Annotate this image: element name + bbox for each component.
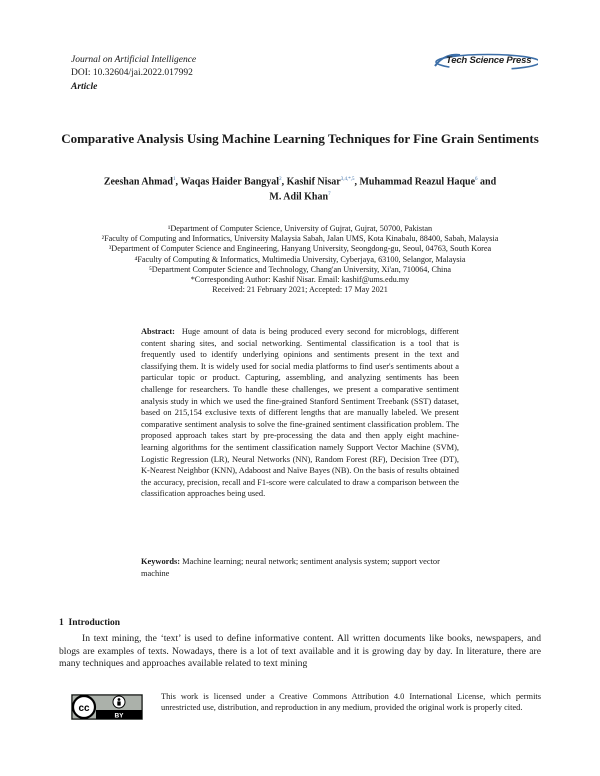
cc-by-license-badge[interactable]	[71, 694, 143, 720]
author-affiliation-marks[interactable]: 3,4,*,5	[340, 177, 355, 182]
keywords-label: Keywords:	[141, 557, 181, 566]
author-name: Waqas Haider Bangyal	[180, 176, 280, 188]
author-name: Zeeshan Ahmad	[103, 176, 173, 188]
journal-name: Journal on Artificial Intelligence	[71, 55, 197, 65]
doi: DOI: 10.32604/jai.2022.017992	[71, 68, 193, 78]
affiliation-line: ⁴Faculty of Computing & Informatics, Multimedia University, Cyberjaya, 63100, Selangor, Malaysia	[134, 254, 466, 264]
author-list: Zeeshan Ahmad$^1$, Waqas Haider Bangyal$^2$, Kashif Nisar$^{3,4,*,5}$, Muhammad Reazul Haque$^6$ and M. Adil Khan$^7$	[103, 176, 497, 203]
paper-title: Comparative Analysis Using Machine Learning Techniques for Fine Grain Sentiments	[61, 131, 539, 146]
affiliation-line: ³Department of Computer Science and Engineering, Hanyang University, Seongdong-gu, Seoul, 04763, South Korea	[108, 244, 492, 254]
author-name: Kashif Nisar	[286, 176, 341, 188]
affiliations	[50, 224, 550, 295]
publisher-name: Tech Science Press	[446, 55, 532, 66]
by-badge-text: BY	[114, 712, 124, 720]
section-title: Introduction	[68, 618, 121, 628]
abstract-text: Huge amount of data is being produced every second for microblogs, different content sharing sites, and social networking. Sentimental classification is a tool that is frequently used to identify underlying opinions and sentiments present in the text and classifying them. It is widely used for social media platforms to find user's sentiments about a particular topic or product. Capturing, assembling, and analyzing sentiments has been challenge for researchers. To handle these challenges, we present a comparative sentiment analysis study in which we used the fine-grained Stanford Sentiment Treebank (SST) dataset, based on 215,154 exclusive texts of different lengths that are manually labeled. We present comparative sentiment analysis to solve the fine-grained sentiment classification problem. The proposed approach takes start by pre-processing the data and then apply eight machine-learning algorithms for the sentiment classification namely Support Vector Machine (SVM), Logistic Regression (LR), Neural Networks (NN), Random Forest (RF), Decision Tree (DT), K-Nearest Neighbor (KNN), Adaboost and Naïve Bayes (NB). On the basis of results obtained the accuracy, precision, recall and F1-score were calculated to draw a comparison between the classification approaches being used.	[141, 327, 460, 499]
affiliation-line: ²Faculty of Computing and Informatics, University Malaysia Sabah, Jalan UMS, Kota Kinabalu, 88400, Sabah, Malaysia	[101, 234, 499, 244]
author-affiliation-marks[interactable]: 6	[475, 177, 478, 182]
author-affiliation-marks[interactable]: 2	[279, 177, 282, 182]
keywords	[141, 556, 459, 579]
section-heading	[59, 618, 120, 628]
author-affiliation-marks[interactable]: 1	[173, 177, 176, 182]
affiliation-line: *Corresponding Author: Kashif Nisar. Email: kashif@ums.edu.my	[190, 275, 410, 285]
affiliation-line: ¹Department of Computer Science, University of Gujrat, Gujrat, 50700, Pakistan	[167, 224, 433, 233]
cc-badge-text: cc	[78, 703, 90, 714]
keywords-text: Machine learning; neural network; sentiment analysis system; support vector machine	[141, 557, 440, 578]
article-type: Article	[71, 82, 98, 92]
publisher-logo	[432, 52, 538, 72]
license-notice: This work is licensed under a Creative Commons Attribution 4.0 International License, which permits unrestricted use, distribution, and reproduction in any medium, provided the original work is properly cited.	[161, 692, 541, 712]
affiliation-line: ⁵Department Computer Science and Technology, Chang'an University, Xi'an, 710064, China	[148, 264, 452, 274]
abstract	[141, 326, 459, 500]
abstract-label: Abstract:	[141, 327, 175, 336]
author-name: M. Adil Khan	[269, 191, 329, 203]
section-paragraph: In text mining, the ‘text’ is used to define informative content. All written documents like books, newspapers, and blogs are examples of texts. Nowadays, there is a lot of text available and it is growing day by day. In literature, there are many techniques and approaches available related to text mining	[59, 633, 541, 669]
author-affiliation-marks[interactable]: 7	[328, 192, 331, 198]
author-name: Muhammad Reazul Haque	[359, 176, 476, 188]
section-body	[59, 633, 541, 671]
section-number: 1	[59, 618, 64, 628]
affiliation-line: Received: 21 February 2021; Accepted: 17 May 2021	[212, 285, 388, 295]
